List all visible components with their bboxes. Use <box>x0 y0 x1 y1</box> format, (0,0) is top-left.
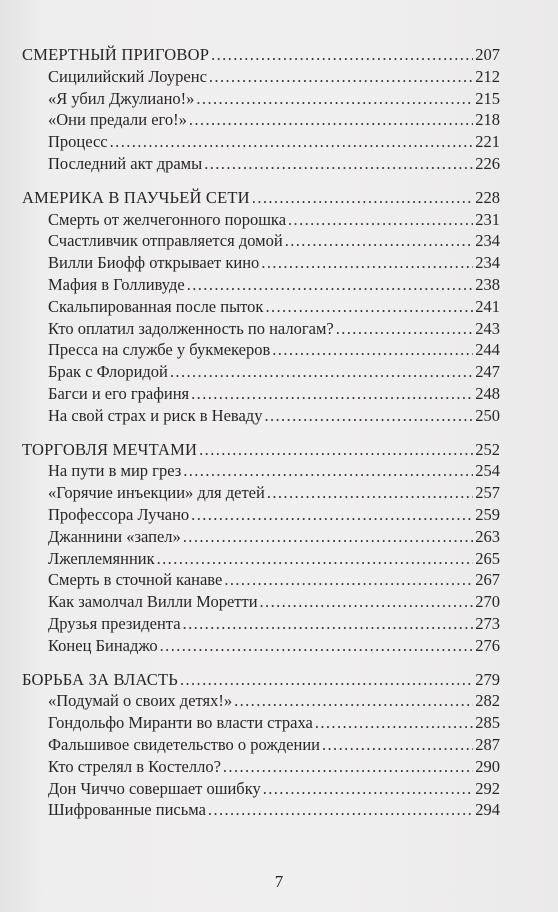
toc-page-number: 267 <box>475 570 500 590</box>
toc-entry-title: «Они предали его!» <box>48 110 187 130</box>
dot-leader <box>110 131 474 153</box>
toc-entry-title: На свой страх и риск в Неваду <box>48 405 263 425</box>
toc-page-number: 226 <box>475 153 500 173</box>
dot-leader <box>183 613 474 635</box>
toc-entry-title: Кто оплатил задолженность по налогам? <box>48 318 334 338</box>
toc-page-number: 247 <box>475 362 500 382</box>
dot-leader <box>199 439 473 461</box>
dot-leader <box>191 504 473 526</box>
toc-entry-title: Сицилийский Лоуренс <box>48 66 207 86</box>
dot-leader <box>267 482 473 504</box>
toc-page-number: 290 <box>475 756 500 776</box>
toc-entry <box>22 88 500 110</box>
toc-entry-title: «Я убил Джулиано!» <box>48 88 195 108</box>
toc-page-number: 248 <box>475 383 500 403</box>
dot-leader <box>170 361 473 383</box>
toc-entry-title: На пути в мир грез <box>48 461 182 481</box>
toc-entry <box>22 690 500 712</box>
toc-page-number: 221 <box>475 132 500 152</box>
dot-leader <box>183 526 473 548</box>
toc-entry-title: Багси и его графиня <box>48 383 190 403</box>
toc-section <box>22 669 500 822</box>
toc-entry <box>22 296 500 318</box>
toc-entry <box>22 383 500 405</box>
dot-leader <box>261 252 473 274</box>
toc-page-number: 212 <box>475 66 500 86</box>
toc-page-number: 238 <box>475 274 500 294</box>
toc-page-number: 285 <box>475 713 500 733</box>
toc-entry <box>22 318 500 340</box>
toc-section <box>22 44 500 175</box>
toc-entry-title: Мафия в Голливуде <box>48 274 185 294</box>
toc-entry-title: Фальшивое свидетельство о рождении <box>48 734 320 754</box>
dot-leader <box>260 591 474 613</box>
toc-page-number: 263 <box>475 526 500 546</box>
toc-page-number: 292 <box>475 778 500 798</box>
toc-page-number: 250 <box>475 405 500 425</box>
toc-entry-title: Шифрованные письма <box>48 800 206 820</box>
dot-leader <box>211 44 473 66</box>
dot-leader <box>157 548 474 570</box>
toc-page-number: 252 <box>475 439 500 459</box>
dot-leader <box>264 405 473 427</box>
toc-page-number: 254 <box>475 461 500 481</box>
toc-entry <box>22 548 500 570</box>
toc-page-number: 273 <box>475 613 500 633</box>
toc-section-title: ТОРГОВЛЯ МЕЧТАМИ <box>22 439 198 459</box>
toc-entry <box>22 209 500 231</box>
toc-entry-title: Как замолчал Вилли Моретти <box>48 592 258 612</box>
toc-entry-title: «Горячие инъекции» для детей <box>48 483 265 503</box>
toc-entry <box>22 756 500 778</box>
toc-page-number: 244 <box>475 340 500 360</box>
dot-leader <box>322 734 473 756</box>
dot-leader <box>180 669 473 691</box>
toc-entry <box>22 131 500 153</box>
toc-entry-title: Скальпированная после пыток <box>48 296 264 316</box>
dot-leader <box>285 230 474 252</box>
toc-entry <box>22 778 500 800</box>
dot-leader <box>223 756 473 778</box>
toc-page-number: 282 <box>475 691 500 711</box>
toc-entry <box>22 799 500 821</box>
toc-entry-title: Кто стрелял в Костелло? <box>48 756 221 776</box>
toc-page-number: 270 <box>475 592 500 612</box>
toc-entry-title: Лжеплемянник <box>48 548 155 568</box>
page-number-folio: 7 <box>274 872 284 891</box>
toc-entry <box>22 482 500 504</box>
toc-page-number: 279 <box>475 669 500 689</box>
dot-leader <box>187 274 474 296</box>
toc-entry-title: Друзья президента <box>48 613 181 633</box>
toc-entry-title: Брак с Флоридой <box>48 362 168 382</box>
toc-section-heading <box>22 44 500 66</box>
toc-entry <box>22 153 500 175</box>
toc-page-number: 231 <box>475 209 500 229</box>
dot-leader <box>160 635 474 657</box>
toc-entry-title: Джаннини «запел» <box>48 526 181 546</box>
toc-page-number: 228 <box>475 187 500 207</box>
toc-entry <box>22 109 500 131</box>
toc-section-heading <box>22 439 500 461</box>
toc-page-number: 234 <box>475 253 500 273</box>
dot-leader <box>196 88 473 110</box>
toc-entry <box>22 230 500 252</box>
toc-page-number: 234 <box>475 231 500 251</box>
toc-entry-title: Счастливчик отправляется домой <box>48 231 283 251</box>
toc-section <box>22 187 500 427</box>
toc-page-number: 276 <box>475 635 500 655</box>
toc-entry-title: «Подумай о своих детях!» <box>48 691 233 711</box>
toc-page-number: 241 <box>475 296 500 316</box>
toc-page-number: 215 <box>475 88 500 108</box>
dot-leader <box>265 296 473 318</box>
toc-page-number: 218 <box>475 110 500 130</box>
toc-section-heading <box>22 669 500 691</box>
toc-entry <box>22 635 500 657</box>
dot-leader <box>336 318 474 340</box>
toc-page-number: 265 <box>475 548 500 568</box>
toc-entry-title: Процесс <box>48 132 108 152</box>
dot-leader <box>183 460 473 482</box>
toc-page-number: 294 <box>475 800 500 820</box>
toc-page-number: 207 <box>475 45 500 64</box>
toc-entry-title: Дон Чиччо совершает ошибку <box>48 778 261 798</box>
toc-entry <box>22 361 500 383</box>
table-of-contents <box>22 44 500 833</box>
toc-entry <box>22 405 500 427</box>
toc-entry-title: Смерть от желчегонного порошка <box>48 209 287 229</box>
toc-page-number: 257 <box>475 483 500 503</box>
toc-entry <box>22 569 500 591</box>
toc-entry <box>22 591 500 613</box>
toc-entry-title: Смерть в сточной канаве <box>48 570 223 590</box>
toc-page-number: 243 <box>475 318 500 338</box>
toc-entry-title: Гондольфо Миранти во власти страха <box>48 713 313 733</box>
toc-entry-title: Пресса на службе у букмекеров <box>48 340 271 360</box>
toc-section <box>22 439 500 657</box>
toc-entry <box>22 66 500 88</box>
dot-leader <box>208 799 473 821</box>
dot-leader <box>191 383 473 405</box>
dot-leader <box>189 109 473 131</box>
toc-entry-title: Вилли Биофф открывает кино <box>48 253 260 273</box>
toc-entry <box>22 252 500 274</box>
dot-leader <box>234 690 473 712</box>
toc-entry-title: Профессора Лучано <box>48 504 190 524</box>
toc-entry <box>22 339 500 361</box>
toc-entry <box>22 504 500 526</box>
toc-page-number: 287 <box>475 734 500 754</box>
dot-leader <box>272 339 473 361</box>
toc-entry-title: Последний акт драмы <box>48 153 203 173</box>
dot-leader <box>315 712 473 734</box>
toc-section-title: БОРЬБА ЗА ВЛАСТЬ <box>22 669 178 689</box>
toc-entry <box>22 526 500 548</box>
toc-entry <box>22 274 500 296</box>
dot-leader <box>288 209 473 231</box>
dot-leader <box>224 569 473 591</box>
toc-page-number: 259 <box>475 504 500 524</box>
toc-section-title: АМЕРИКА В ПАУЧЬЕЙ СЕТИ <box>22 187 250 207</box>
toc-section-heading <box>22 187 500 209</box>
dot-leader <box>209 66 473 88</box>
toc-entry <box>22 712 500 734</box>
toc-entry <box>22 460 500 482</box>
dot-leader <box>204 153 473 175</box>
toc-entry <box>22 613 500 635</box>
toc-entry <box>22 734 500 756</box>
toc-section-title: СМЕРТНЫЙ ПРИГОВОР <box>22 45 210 64</box>
dot-leader <box>252 187 473 209</box>
toc-entry-title: Конец Бинаджо <box>48 635 158 655</box>
dot-leader <box>263 778 474 800</box>
